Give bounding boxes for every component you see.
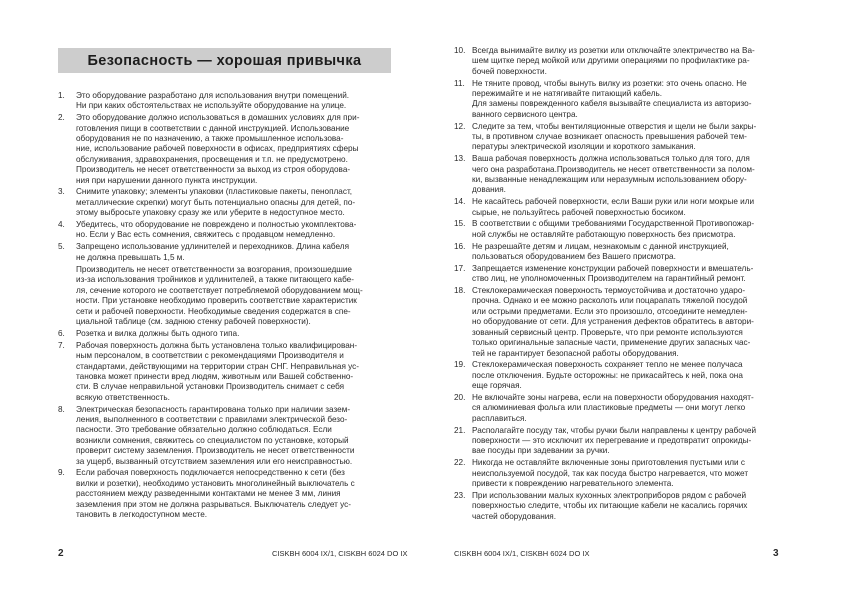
item-number: 14. [454,197,466,207]
item-number: 21. [454,425,466,435]
item-number: 3. [58,187,65,197]
item-text: Запрещено использование удлинителей и переходников. Длина кабеля не должна превышать 1,5 м. [76,242,350,262]
list-item [454,242,787,263]
list-item [454,393,787,424]
item-number: 7. [58,340,65,350]
item-text: В соответствии с общими требованиями Государственной Противопожар- ной службы не оставляйте работающую поверхность без присмотра. [472,219,755,239]
page-number: 2 [58,548,64,559]
model-footer: CISKBH 6004 IX/1, CISKBH 6024 DO IX [454,549,590,558]
list-item [58,405,388,467]
item-number: 8. [58,404,65,414]
item-text: Розетка и вилка должны быть одного типа. [76,328,240,338]
page-number: 3 [773,548,779,559]
item-text: Если рабочая поверхность подключается непосредственно к сети (без вилки и розетки), необходимо установить многолинейный выключатель с расстоянием между разведенными контактами не менее 3 мм, линия заземления при этом не должна разрываться. Выключатель следует ус- тановить в легкодоступном месте. [76,468,355,519]
item-number: 1. [58,91,65,100]
item-number: 18. [454,286,466,296]
item-number: 13. [454,154,466,164]
list-item [454,426,787,457]
item-number: 19. [454,360,466,370]
item-number: 22. [454,458,466,468]
list-item [58,113,388,186]
item-number: 16. [454,241,466,251]
list-item [58,187,388,218]
list-item [58,468,388,520]
list-item [58,220,388,241]
safety-list-left [58,91,388,522]
list-item [454,46,787,77]
list-item [58,329,388,339]
list-item [454,219,787,240]
model-footer: CISKBH 6004 IX/1, CISKBH 6024 DO IX [272,549,408,558]
item-text: Производитель не несет ответственности за возгорания, произошедшие из-за использования тройников и удлинителей, а также питающего кабе- ля, сечение которого не соответствует потребляемой оборудованием мощ- ности. При установке необходимо проверить соответствие характеристик сети и рабочей поверхности. Необходимые сведения содержатся в спе- циальной таблице (см. заднюю стенку рабочей поверхности). [76,265,363,327]
list-item [454,286,787,359]
item-text: Снимите упаковку; элементы упаковки (пластиковые пакеты, пенопласт, металлические скрепки) могут быть потенциально опасны для детей, по- этому выбросьте упаковку сразу же или уберите в недоступное место. [76,187,356,218]
item-number: 11. [454,78,465,88]
item-text: Всегда вынимайте вилку из розетки или отключайте электричество на Ва- шем щитке перед мойкой или другими операциями по профилактике ра- бочей поверхности. [472,46,755,76]
item-text: Стеклокерамическая поверхность сохраняет тепло не менее получаса после отключения. Будьте осторожны: не прикасайтесь к ней, пока она еще горячая. [472,360,743,391]
item-text: Стеклокерамическая поверхность термоустойчива и достаточно ударо- прочна. Однако и ее можно расколоть или поцарапать тяжелой посудой или острыми предметами. Если это произошло, отсоедините немедлен- но оборудование от сети. Для устранения дефектов обратитесь в автори- зованный сервисный центр. Проверьте, что при ремонте используются только оригинальные запасные части, применение других запасных час- тей не гарантирует безопасной работы оборудования. [472,286,754,358]
list-item [58,91,388,112]
item-number: 12. [454,121,466,131]
item-text: Электрическая безопасность гарантирована только при наличии зазем- ления, выполненного в соответствии с правилами электрической безо- пасности. Это требование обязательно должно соблюдаться. Если возникли сомнения, свяжитесь со специалистом по установке, который проверит систему заземления. Производитель не несет ответственности за ущерб, вызванный отсутствием заземления или его неисправностью. [76,404,355,466]
list-item [454,197,787,218]
item-text: Следите за тем, чтобы вентиляционные отверстия и щели не были закры- ты, в противном случае возникает опасность превышения рабочей тем- пературы электрической изоляции и короткого замыкания. [472,121,757,152]
list-item [454,264,787,285]
list-item [454,122,787,153]
item-text: При использовании малых кухонных электроприборов рядом с рабочей поверхностью следите, чтобы их питающие кабели не касались горячих частей оборудования. [472,490,748,521]
item-number: 5. [58,242,65,252]
list-item [58,341,388,403]
item-text: Не касайтесь рабочей поверхности, если Ваши руки или ноги мокрые или сырые, не пользуйтесь рабочей поверхностью босиком. [472,197,755,217]
list-item [454,458,787,489]
list-item [454,79,787,121]
section-title: Безопасность — хорошая привычка [87,52,362,69]
section-title-band [58,48,391,73]
item-text: Это оборудование должно использоваться в домашних условиях для при- готовления пищи в соответствии с данной инструкцией. Использование оборудования не по назначению, а также промышленное использова- ние, использование рабочей поверхности в офисах, предприятиях сферы обслуживания, здравохранения, просвещения и т.п. не предусмотрено. Производитель не несет ответственности за выход из строя оборудова- ния при нарушении данного пункта инструкции. [76,113,360,185]
list-item [454,491,787,522]
item-number: 20. [454,392,466,402]
item-text: Никогда не оставляйте включенные зоны приготовления пустыми или с неиспользуемой посудой, так как посуда быстро нагревается, что может привести к повреждению нагревательного элемента. [472,458,749,488]
item-text: Располагайте посуду так, чтобы ручки были направлены к центру рабочей поверхности — это исключит их перегревание и предотвратит опрокиды- вае посуды при задевании за ручки. [472,425,757,456]
item-number: 23. [454,490,466,500]
item-number: 9. [58,468,65,478]
item-number: 2. [58,113,65,123]
safety-list-right [454,46,787,523]
list-item [454,360,787,391]
item-text: Не включайте зоны нагрева, если на поверхности оборудования находят- ся алюминиевая фольга или пластиковые предметы — они могут легко расплавиться. [472,392,754,423]
item-number: 6. [58,328,65,338]
item-number: 4. [58,220,65,230]
list-item [454,154,787,196]
item-number: 17. [454,263,466,273]
list-item [58,242,388,327]
item-text: Не разрешайте детям и лицам, незнакомым с данной инструкцией, пользоваться оборудованием без Вашего присмотра. [472,241,729,262]
item-number: 15. [454,219,466,229]
item-number: 10. [454,46,466,55]
item-text: Ваша рабочая поверхность должна использоваться только для того, для чего она разработана.Производитель не несет ответственности за полом- ки, вызванные ненадлежащим или неразумным использованием обору- дования. [472,154,755,195]
item-text: Не тяните провод, чтобы вынуть вилку из розетки: это очень опасно. Не пережимайте и не натягивайте питающий кабель. Для замены поврежденного кабеля вызывайте специалиста из авторизо- ванного сервисного центра. [472,78,752,119]
item-text: Это оборудование разработано для использования внутри помещений. Ни при каких обстоятельствах не используйте оборудование на улице. [76,91,350,111]
item-text: Запрещается изменение конструкции рабочей поверхности и вмешатель- ство лиц, не уполномоченных Производителем на гарантийный ремонт. [472,263,754,284]
right-page [421,0,842,595]
item-text: Убедитесь, что оборудование не повреждено и полностью укомплектова- но. Если у Вас есть сомнения, свяжитесь с продавцом немедленно. [76,220,357,240]
item-text: Рабочая поверхность должна быть установлена только квалифицирован- ным персоналом, в соответствии с рекомендациями Производителя и стандартами, действующими на территории стран СНГ. Неправильная ус- тановка может принести вред людям, животным или Вашей собственно- сти. В случае неправильной установки Производитель снимает с себя всякую ответственность. [76,340,359,402]
